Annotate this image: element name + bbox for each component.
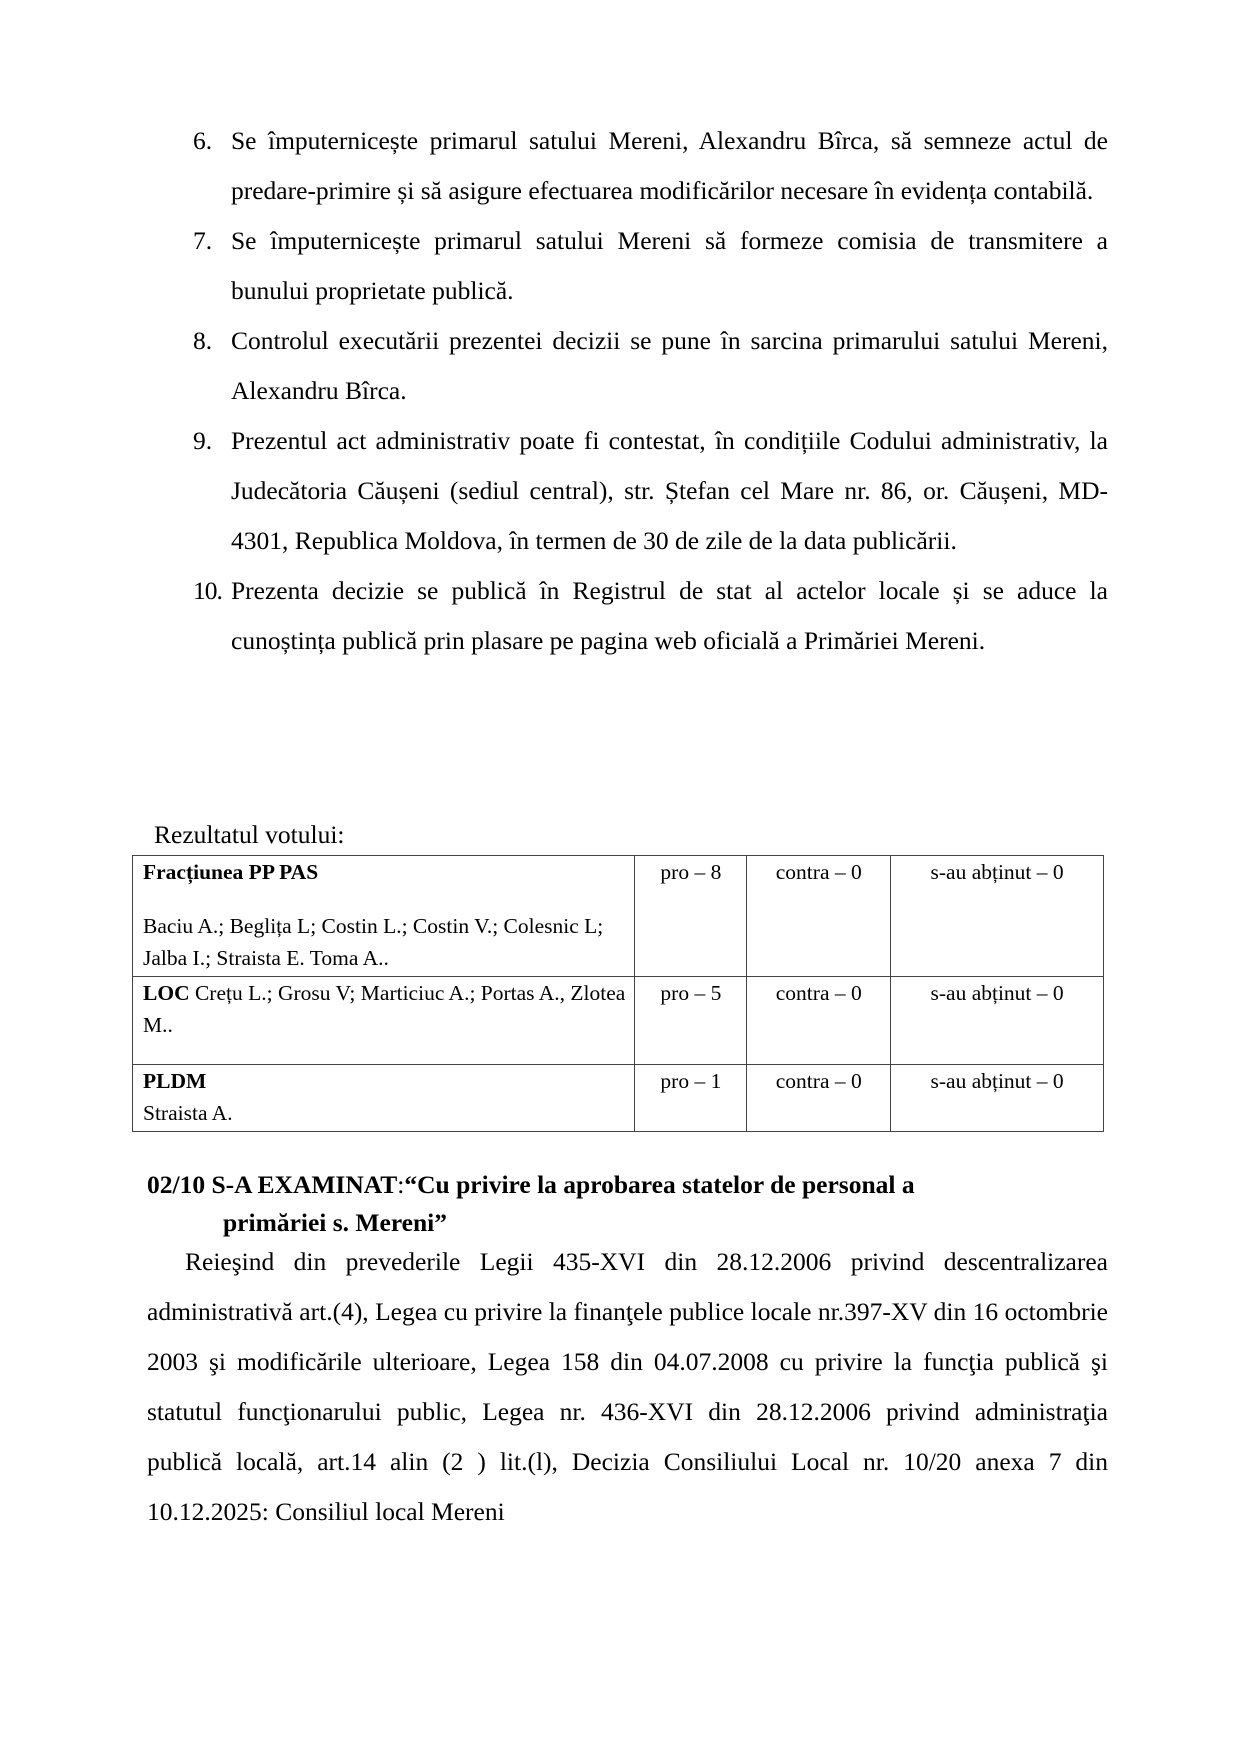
table-row (133, 977, 1104, 1065)
table-row (133, 856, 1104, 977)
list-text: Prezentul act administrativ poate fi contestat, în condițiile Codului administrativ, la Judecătoria Căușeni (sediul central), str. Ștefan cel Mare nr. 86, or. Căușeni, MD-4301, Republica Moldova, în termen de 30 de zile de la data publicării. (231, 426, 1108, 555)
abstain-cell: s-au abținut – 0 (891, 977, 1104, 1065)
faction-members: Crețu L.; Grosu V; Marticiuc A.; Portas A., Zlotea M.. (143, 981, 626, 1037)
faction-name: Fracțiunea PP PAS (143, 860, 319, 884)
faction-members: Straista A. (143, 1101, 233, 1125)
pro-cell: pro – 1 (635, 1065, 747, 1132)
list-item (193, 116, 1108, 216)
list-text: Se împuternicește primarul satului Mereni, Alexandru Bîrca, să semneze actul de predare-primire și să asigure efectuarea modificărilor necesare în evidența contabilă. (231, 126, 1108, 205)
faction-cell (133, 977, 635, 1065)
section-colon: : (397, 1170, 405, 1199)
list-number: 10. (193, 576, 222, 605)
section-title-line2: primăriei s. Mereni” (223, 1208, 448, 1237)
list-number: 6. (193, 126, 213, 155)
list-item (193, 216, 1108, 316)
abstain-cell: s-au abținut – 0 (891, 856, 1104, 977)
contra-cell: contra – 0 (747, 977, 891, 1065)
faction-name: LOC (143, 981, 190, 1005)
section-heading (147, 1166, 1047, 1242)
vote-table (132, 855, 1104, 1132)
faction-name: PLDM (143, 1069, 207, 1093)
contra-cell: contra – 0 (747, 1065, 891, 1132)
list-text: Controlul executării prezentei decizii se pune în sarcina primarului satului Mereni, Alexandru Bîrca. (231, 326, 1108, 405)
abstain-cell: s-au abținut – 0 (891, 1065, 1104, 1132)
contra-cell: contra – 0 (747, 856, 891, 977)
faction-cell (133, 856, 635, 977)
faction-cell (133, 1065, 635, 1132)
section-body-paragraph: Reieşind din prevederile Legii 435-XVI din 28.12.2006 privind descentralizarea administrativă art.(4), Legea cu privire la finanţele publice locale nr.397-XV din 16 octombrie 2003 şi modificările ulterioare, Legea 158 din 04.07.2008 cu privire la funcţia publică şi statutul funcţionarului public, Legea nr. 436-XVI din 28.12.2006 privind administraţia publică locală, art.14 alin (2 ) lit.(l), Decizia Consiliului Local nr. 10/20 anexa 7 din 10.12.2025: Consiliul local Mereni (147, 1247, 1108, 1526)
pro-cell: pro – 8 (635, 856, 747, 977)
decision-list (193, 116, 1108, 666)
section-code: 02/10 S-A EXAMINAT (147, 1170, 398, 1199)
list-text: Se împuternicește primarul satului Mereni să formeze comisia de transmitere a bunului proprietate publică. (231, 226, 1108, 305)
list-number: 9. (193, 426, 213, 455)
table-row (133, 1065, 1104, 1132)
list-item (193, 566, 1108, 666)
list-number: 7. (193, 226, 213, 255)
faction-members: Baciu A.; Beglița L; Costin L.; Costin V.; Colesnic L; Jalba I.; Straista E. Toma A.. (143, 914, 604, 970)
list-number: 8. (193, 326, 213, 355)
section-title-line1: “Cu privire la aprobarea statelor de personal a (404, 1170, 915, 1199)
pro-cell: pro – 5 (635, 977, 747, 1065)
list-text: Prezenta decizie se publică în Registrul de stat al actelor locale și se aduce la cunoștința publică prin plasare pe pagina web oficială a Primăriei Mereni. (231, 576, 1108, 655)
vote-result-label: Rezultatul votului: (154, 820, 345, 849)
list-item (193, 416, 1108, 566)
list-item (193, 316, 1108, 416)
